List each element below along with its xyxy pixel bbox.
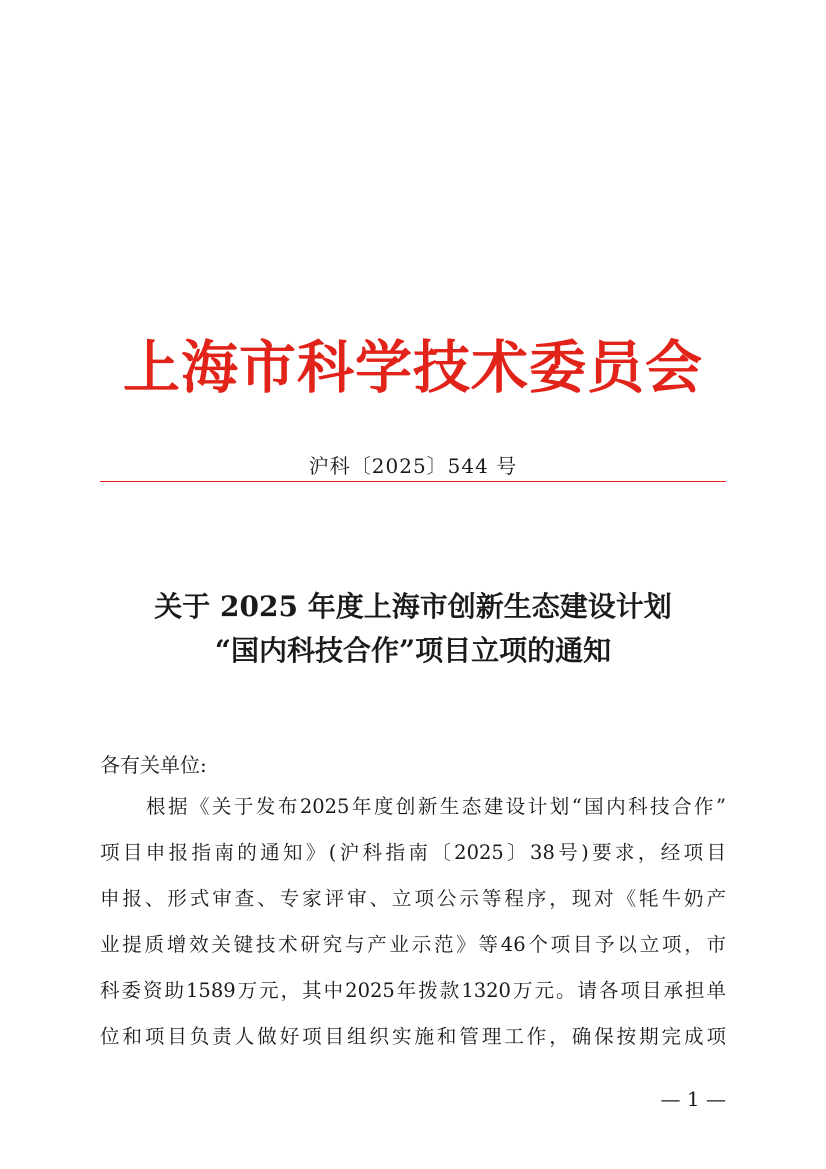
body-line: 科委资助1589万元，其中2025年拨款1320万元。请各项目承担单 bbox=[100, 979, 726, 1002]
document-number: 沪科〔2025〕544 号 bbox=[308, 454, 518, 478]
body-paragraph bbox=[100, 792, 726, 1068]
red-divider-line bbox=[100, 481, 726, 482]
salutation: 各有关单位: bbox=[100, 753, 207, 777]
body-line: 根据《关于发布2025年度创新生态建设计划“国内科技合作” bbox=[146, 795, 726, 818]
document-title-line-2: “国内科技合作”项目立项的通知 bbox=[214, 634, 612, 667]
issuing-agency-name: 上海市科学技术委员会 bbox=[123, 335, 703, 401]
body-line: 位和项目负责人做好项目组织实施和管理工作，确保按期完成项 bbox=[100, 1025, 726, 1048]
document-title-line-1: 关于 2025 年度上海市创新生态建设计划 bbox=[154, 590, 672, 623]
page-number: — 1 — bbox=[660, 1087, 726, 1111]
body-line: 项目申报指南的通知》(沪科指南〔2025〕38号)要求，经项目 bbox=[100, 841, 726, 864]
body-line: 申报、形式审查、专家评审、立项公示等程序，现对《牦牛奶产 bbox=[100, 887, 726, 910]
body-line: 业提质增效关键技术研究与产业示范》等46个项目予以立项，市 bbox=[100, 933, 726, 956]
document-title bbox=[0, 585, 826, 673]
